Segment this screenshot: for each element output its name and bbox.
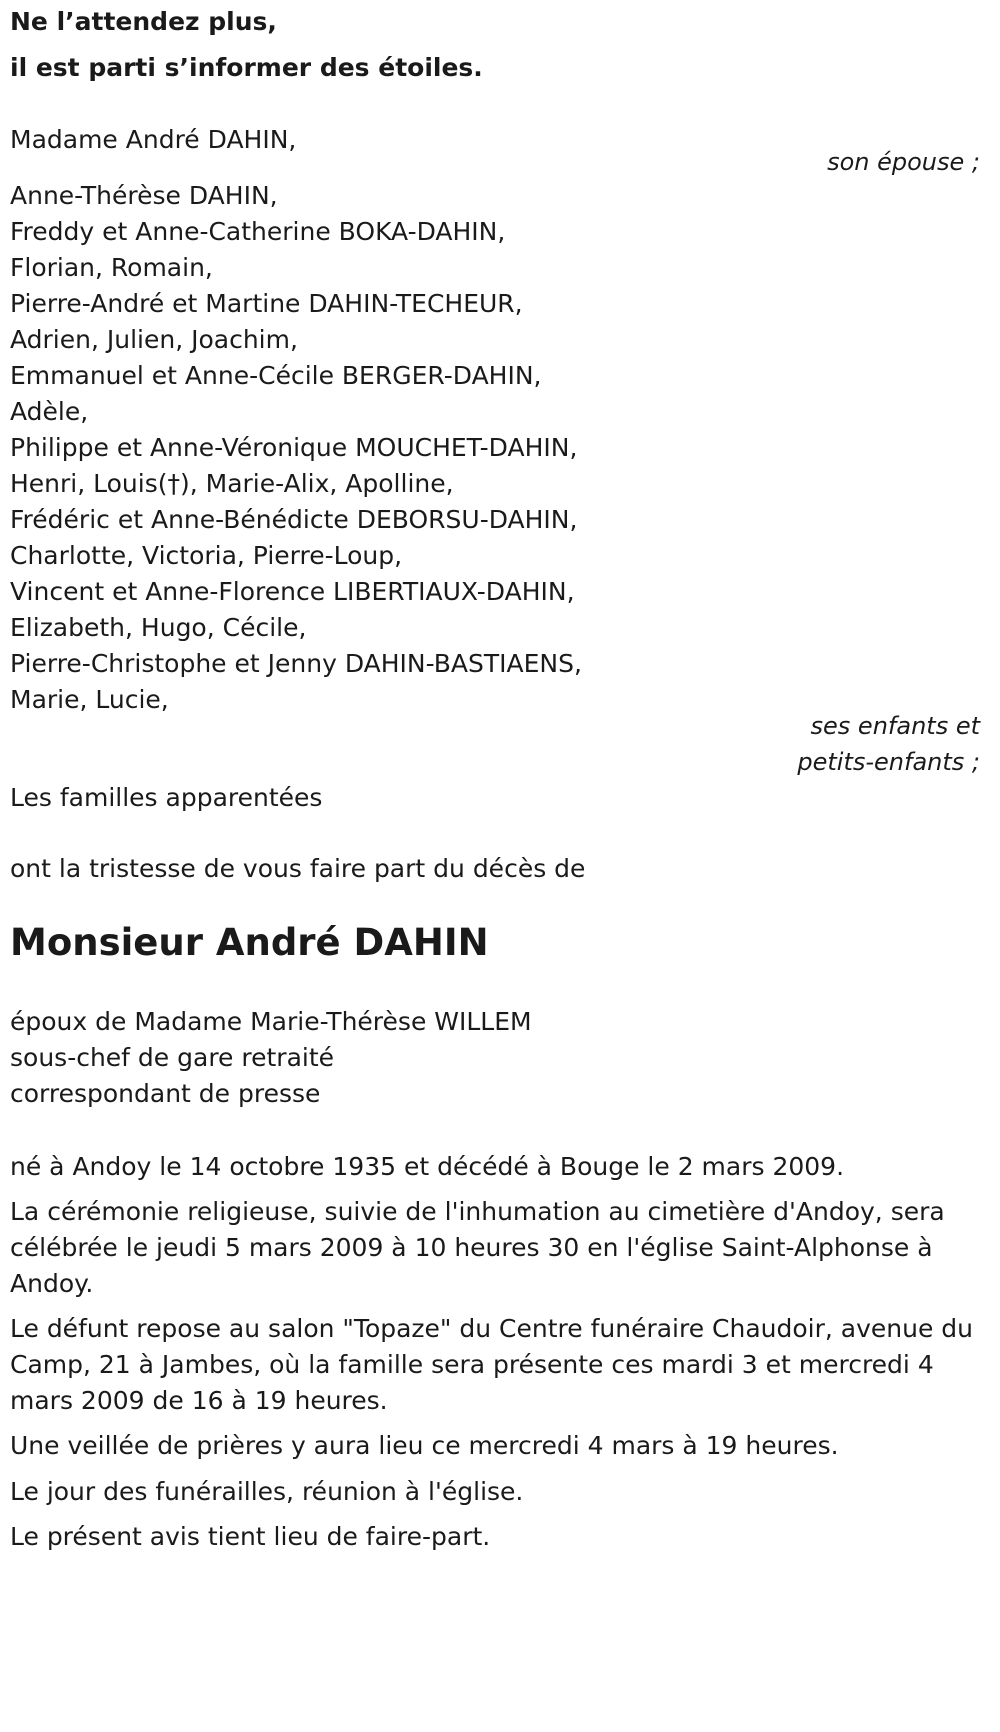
children-list-item: Henri, Louis(†), Marie-Alix, Apolline, — [10, 469, 454, 498]
birth-death-paragraph: né à Andoy le 14 octobre 1935 et décédé à Bouge le 2 mars 2009. — [10, 1152, 845, 1181]
families-line: Les familles apparentées — [10, 783, 323, 812]
children-list-item: Anne-Thérèse DAHIN, — [10, 181, 278, 210]
children-list-item: Vincent et Anne-Florence LIBERTIAUX-DAHIN, — [10, 577, 575, 606]
children-relation-line-2: petits-enfants ; — [797, 748, 980, 776]
children-list-item: Philippe et Anne-Véronique MOUCHET-DAHIN, — [10, 433, 578, 462]
children-list-item: Charlotte, Victoria, Pierre-Loup, — [10, 541, 403, 570]
epigraph-line-2: il est parti s’informer des étoiles. — [10, 53, 483, 82]
prayer-vigil-paragraph: Une veillée de prières y aura lieu ce mercredi 4 mars à 19 heures. — [10, 1431, 839, 1460]
children-list-item: Freddy et Anne-Catherine BOKA-DAHIN, — [10, 217, 506, 246]
children-list-item: Emmanuel et Anne-Cécile BERGER-DAHIN, — [10, 361, 542, 390]
children-list-item: Pierre-André et Martine DAHIN-TECHEUR, — [10, 289, 523, 318]
deceased-detail-spouse: époux de Madame Marie-Thérèse WILLEM — [10, 1007, 532, 1036]
funeral-meeting-paragraph: Le jour des funérailles, réunion à l'église. — [10, 1477, 524, 1506]
spouse-name: Madame André DAHIN, — [10, 125, 297, 154]
visitation-paragraph: Le défunt repose au salon "Topaze" du Centre funéraire Chaudoir, avenue du Camp, 21 à Jambes, où la famille sera présente ces mardi 3 et mercredi 4 mars 2009 de 16 à 19 heures. — [10, 1314, 974, 1415]
children-relation-line-1: ses enfants et — [810, 712, 980, 740]
deceased-name: Monsieur André DAHIN — [10, 921, 489, 964]
children-list-item: Frédéric et Anne-Bénédicte DEBORSU-DAHIN, — [10, 505, 578, 534]
epigraph-line-1: Ne l’attendez plus, — [10, 7, 277, 36]
deceased-detail-occupation: sous-chef de gare retraité — [10, 1043, 335, 1072]
announcement-line: ont la tristesse de vous faire part du décès de — [10, 854, 586, 883]
children-list-item: Florian, Romain, — [10, 253, 213, 282]
children-list-item: Adèle, — [10, 397, 89, 426]
notice-paragraph: Le présent avis tient lieu de faire-part. — [10, 1522, 491, 1551]
children-list-item: Elizabeth, Hugo, Cécile, — [10, 613, 307, 642]
children-list-item: Adrien, Julien, Joachim, — [10, 325, 298, 354]
deceased-detail-role: correspondant de presse — [10, 1079, 321, 1108]
spouse-relation: son épouse ; — [827, 148, 980, 176]
children-list-item: Pierre-Christophe et Jenny DAHIN-BASTIAENS, — [10, 649, 582, 678]
ceremony-paragraph: La cérémonie religieuse, suivie de l'inhumation au cimetière d'Andoy, sera célébrée le jeudi 5 mars 2009 à 10 heures 30 en l'église Saint-Alphonse à Andoy. — [10, 1197, 945, 1298]
children-list-item: Marie, Lucie, — [10, 685, 169, 714]
